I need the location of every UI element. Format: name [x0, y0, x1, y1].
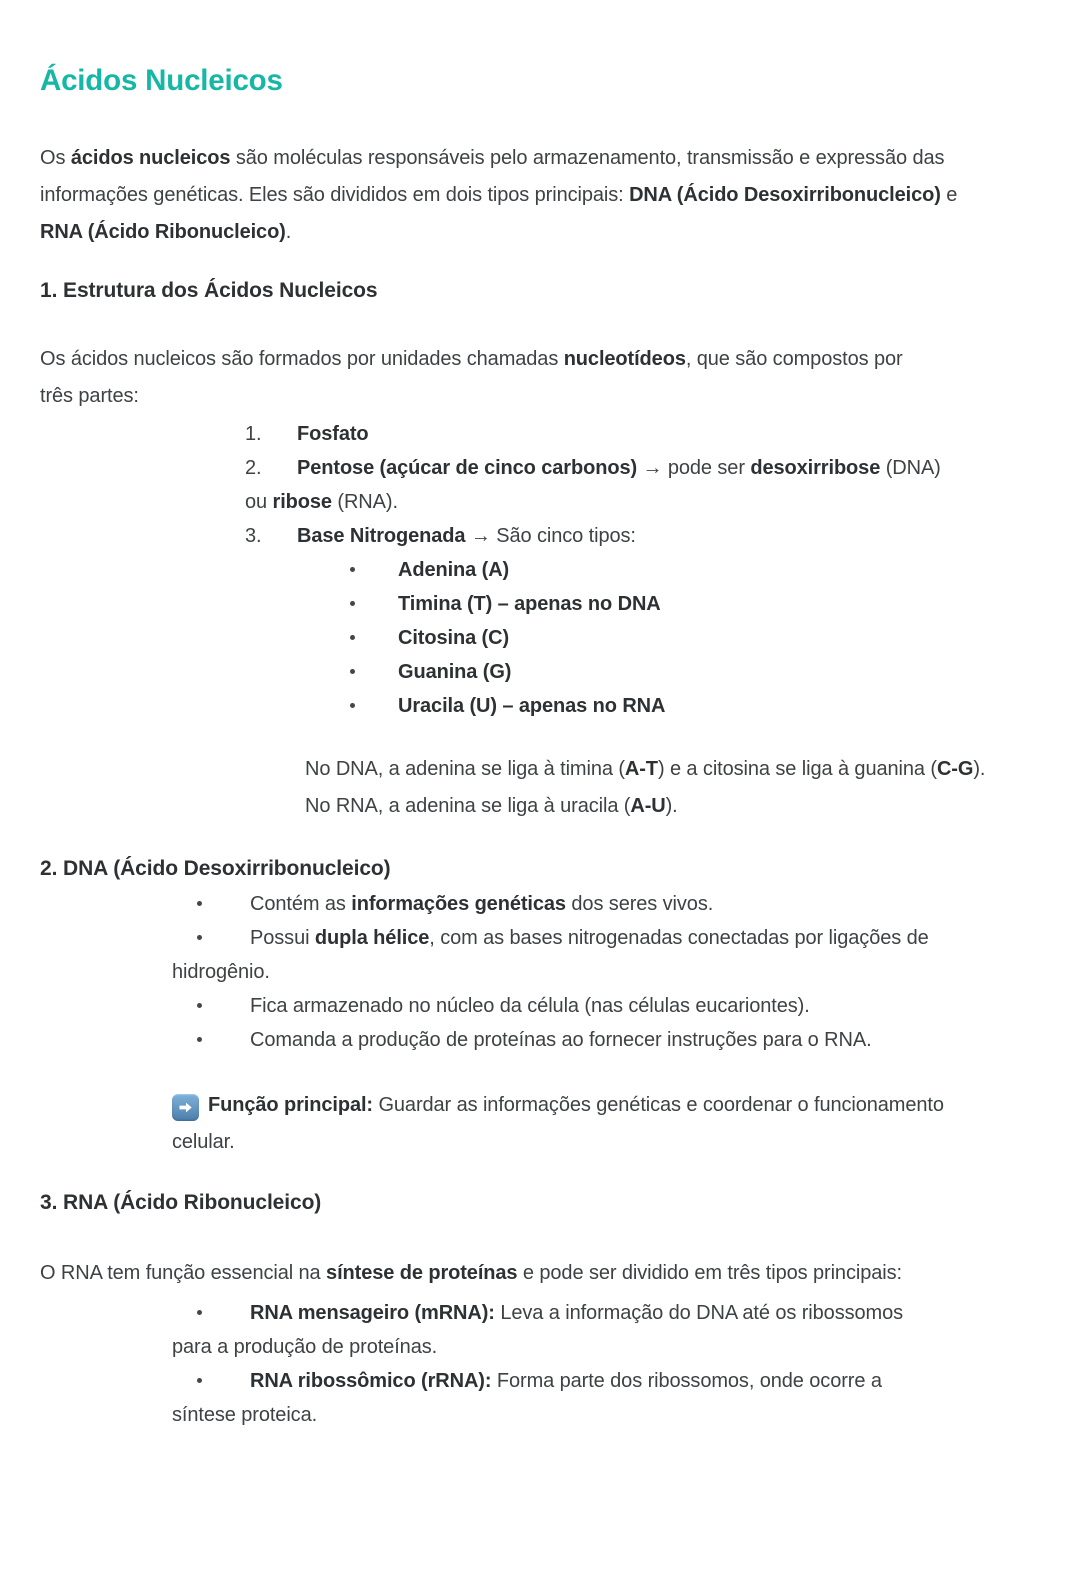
bullet-icon — [172, 921, 250, 955]
document-page — [0, 62, 1080, 1588]
base-guanina — [40, 655, 1040, 689]
dna-function-callout — [172, 1087, 972, 1161]
rna-types-list — [40, 1296, 1040, 1432]
section-3-lead: O RNA tem função essencial na síntese de proteínas e pode ser dividido em três tipos principais: — [40, 1262, 902, 1284]
bullet-icon — [350, 655, 398, 689]
item-fosfato — [40, 417, 950, 451]
page-title: Ácidos Nucleicos — [40, 64, 283, 97]
bullet-icon — [172, 989, 250, 1023]
section-1-heading: 1. Estrutura dos Ácidos Nucleicos — [40, 279, 378, 302]
bullet-icon — [350, 689, 398, 723]
dna-fact-item — [40, 921, 1000, 989]
nitrogen-bases-list — [40, 553, 1040, 723]
list-item-text: Possui dupla hélice, com as bases nitrogenadas conectadas por ligações de hidrogênio. — [172, 927, 929, 983]
right-arrow-icon — [172, 1094, 199, 1121]
list-number: 2. — [245, 457, 262, 479]
base-adenina — [40, 553, 1040, 587]
dna-facts-list — [40, 887, 1040, 1057]
rna-type-item — [40, 1364, 920, 1432]
section-1-lead: Os ácidos nucleicos são formados por unidades chamadas nucleotídeos, que são compostos por três partes: — [40, 348, 903, 407]
callout-text: Função principal: Guardar as informações genéticas e coordenar o funcionamento celular. — [172, 1094, 944, 1153]
list-item-text: Contém as informações genéticas dos seres vivos. — [250, 893, 714, 915]
list-item-text: Citosina (C) — [398, 627, 510, 649]
base-uracila — [40, 689, 1040, 723]
bullet-icon — [350, 621, 398, 655]
list-item-text: Adenina (A) — [398, 559, 510, 581]
list-item-text: Timina (T) – apenas no DNA — [398, 593, 661, 615]
dna-fact-item — [40, 1023, 1000, 1057]
list-item-text: Fosfato — [297, 423, 369, 445]
list-item-text: RNA ribossômico (rRNA): Forma parte dos ribossomos, onde ocorre a síntese proteica. — [172, 1370, 882, 1426]
section-3-heading: 3. RNA (Ácido Ribonucleico) — [40, 1191, 322, 1214]
list-item-text: Guanina (G) — [398, 661, 512, 683]
dna-fact-item — [40, 887, 1000, 921]
list-item-text: Pentose (açúcar de cinco carbonos) → pode ser desoxirribose (DNA) ou ribose (RNA). — [245, 457, 941, 513]
item-pentose — [40, 451, 950, 519]
list-item-text: Base Nitrogenada → São cinco tipos: — [297, 525, 636, 547]
bullet-icon — [350, 553, 398, 587]
rna-type-item — [40, 1296, 920, 1364]
bullet-icon — [172, 887, 250, 921]
nucleotide-parts-list — [40, 417, 950, 553]
list-number: 3. — [245, 525, 262, 547]
base-pairing-note: No DNA, a adenina se liga à timina (A-T) e a citosina se liga à guanina (C-G). No RNA, a adenina se liga à uracila (A-U). — [305, 758, 986, 817]
list-item-text: Fica armazenado no núcleo da célula (nas células eucariontes). — [250, 995, 810, 1017]
section-2-heading: 2. DNA (Ácido Desoxirribonucleico) — [40, 857, 391, 880]
bullet-icon — [172, 1296, 250, 1330]
bullet-icon — [350, 587, 398, 621]
base-timina — [40, 587, 1040, 621]
list-number: 1. — [245, 423, 262, 445]
item-base-nitrogenada — [40, 519, 950, 553]
list-item-text: RNA mensageiro (mRNA): Leva a informação do DNA até os ribossomos para a produção de proteínas. — [172, 1302, 904, 1358]
intro-paragraph: Os ácidos nucleicos são moléculas responsáveis pelo armazenamento, transmissão e expressão das informações genéticas. Eles são divididos em dois tipos principais: DNA (Ácido Desoxirribonucleico) e RNA (Ácido Ribonucleico). — [40, 147, 958, 243]
bullet-icon — [172, 1364, 250, 1398]
dna-fact-item — [40, 989, 1000, 1023]
bullet-icon — [172, 1023, 250, 1057]
base-citosina — [40, 621, 1040, 655]
list-item-text: Comanda a produção de proteínas ao fornecer instruções para o RNA. — [250, 1029, 872, 1051]
list-item-text: Uracila (U) – apenas no RNA — [398, 695, 666, 717]
